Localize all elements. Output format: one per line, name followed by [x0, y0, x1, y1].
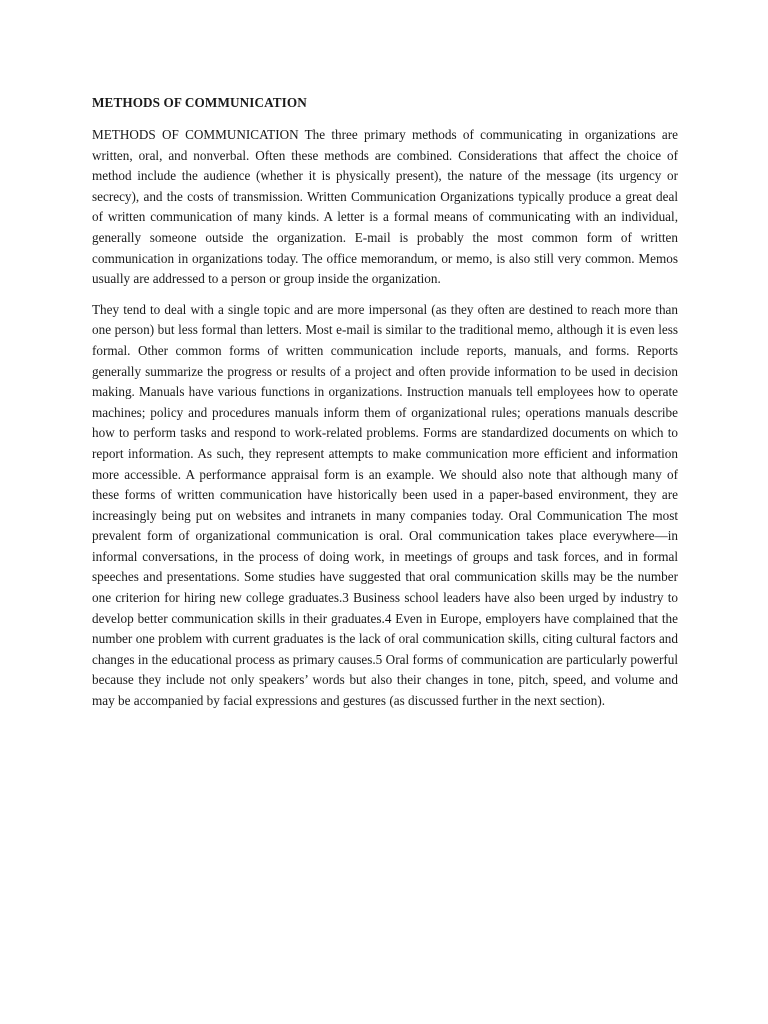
paragraph-2: They tend to deal with a single topic and are more impersonal (as they often are destined to reach more than one person) but less formal than letters. Most e-mail is similar to the traditional memo, although it is even less formal. Other common forms of written communication include reports, manuals, and forms. Reports generally summarize the progress or results of a project and often provide information to be used in decision making. Manuals have various functions in organizations. Instruction manuals tell employees how to operate machines; policy and procedures manuals inform them of organizational rules; operations manuals describe how to perform tasks and respond to work-related problems. Forms are standardized documents on which to report information. As such, they represent attempts to make communication more efficient and information more accessible. A performance appraisal form is an example. We should also note that although many of these forms of written communication have historically been used in a paper-based environment, they are increasingly being put on websites and intranets in many companies today. Oral Communication The most prevalent form of organizational communication is oral. Oral communication takes place everywhere—in informal conversations, in the process of doing work, in meetings of groups and task forces, and in formal speeches and presentations. Some studies have suggested that oral communication skills may be the number one criterion for hiring new college graduates.3 Business school leaders have also been urged by industry to develop better communication skills in their graduates.4 Even in Europe, employers have complained that the number one problem with current graduates is the lack of oral communication skills, citing cultural factors and changes in the educational process as primary causes.5 Oral forms of communication are particularly powerful because they include not only speakers’ words but also their changes in tone, pitch, speed, and volume and may be accompanied by facial expressions and gestures (as discussed further in the next section). [92, 301, 678, 709]
document-title: METHODS OF COMMUNICATION [92, 95, 307, 110]
paragraph-1: METHODS OF COMMUNICATION The three primary methods of communicating in organizations are written, oral, and nonverbal. Often these methods are combined. Considerations that affect the choice of method include the audience (whether it is physically present), the nature of the message (its urgency or secrecy), and the costs of transmission. Written Communication Organizations typically produce a great deal of written communication of many kinds. A letter is a formal means of communicating with an individual, generally someone outside the organization. E-mail is probably the most common form of written communication in organizations today. The office memorandum, or memo, is also still very common. Memos usually are addressed to a person or group inside the organization. [92, 127, 678, 287]
document-page [92, 95, 678, 722]
